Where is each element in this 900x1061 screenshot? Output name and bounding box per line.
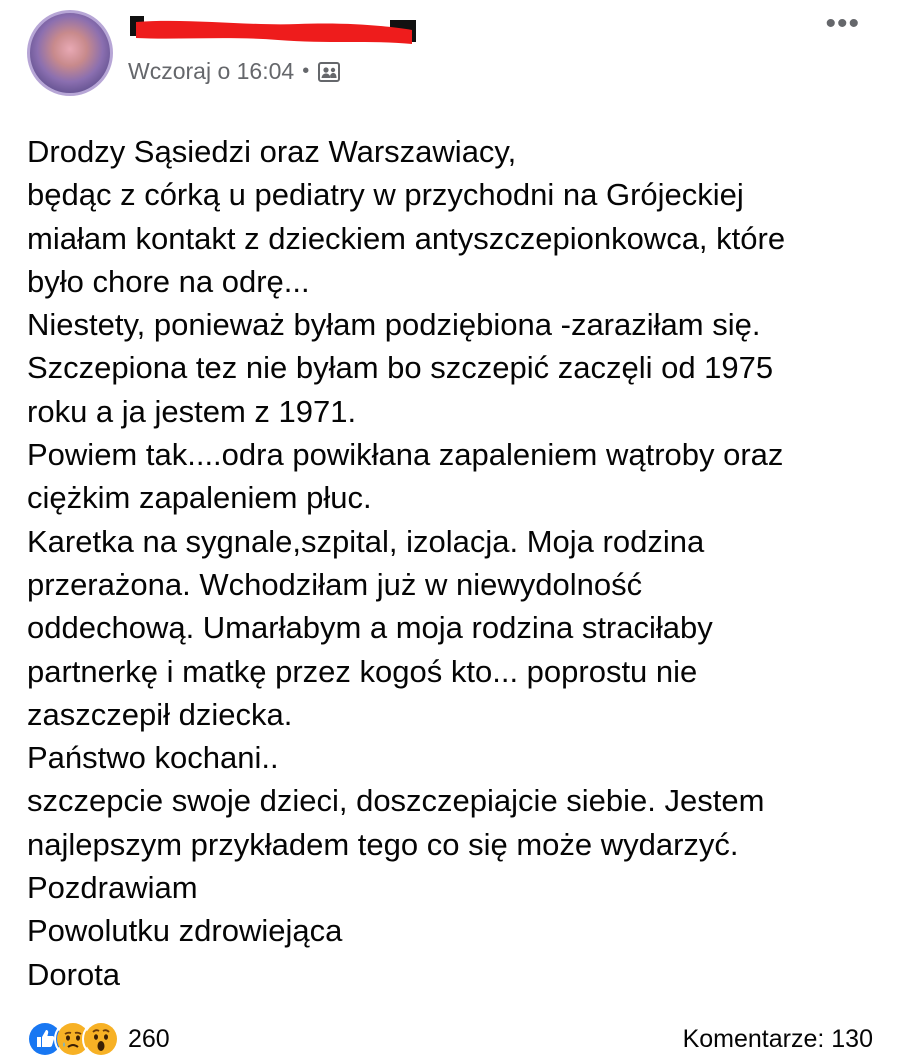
meta-separator: • <box>302 60 310 82</box>
post-body <box>27 130 877 996</box>
post-text-line: oddechową. Umarłabym a moja rodzina straciłaby <box>27 610 713 646</box>
post-footer <box>26 1020 873 1058</box>
post-text-line: Pozdrawiam <box>27 870 198 906</box>
post-text-line: szczepcie swoje dzieci, doszczepiajcie siebie. Jestem <box>27 783 765 819</box>
reaction-count[interactable]: 260 <box>128 1024 170 1053</box>
post-text-line: zaszczepił dziecka. <box>27 696 293 732</box>
post-text-line: Powolutku zdrowiejąca <box>27 913 343 949</box>
wow-icon <box>82 1020 120 1058</box>
post-meta <box>128 58 341 85</box>
more-options-icon[interactable]: ••• <box>825 7 860 40</box>
reactions-summary[interactable] <box>26 1020 170 1058</box>
post-text-line: Szczepiona tez nie byłam bo szczepić zaczęli od 1975 <box>27 350 774 386</box>
post-text-line: miałam kontakt z dzieckiem antyszczepionkowca, które <box>27 220 786 256</box>
author-name-redacted[interactable] <box>128 14 418 44</box>
post-text-line: partnerkę i matkę przez kogoś kto... poprostu nie <box>27 653 698 689</box>
post-text-line: było chore na odrę... <box>27 263 310 299</box>
avatar[interactable] <box>27 10 113 96</box>
group-photo-icon <box>317 60 341 84</box>
post-text-line: Dorota <box>27 956 121 992</box>
post-text-line: będąc z córką u pediatry w przychodni na Grójeckiej <box>27 177 744 213</box>
post-text-line: najlepszym przykładem tego co się może wydarzyć. <box>27 826 739 862</box>
comments-count[interactable]: Komentarze: 130 <box>682 1024 873 1053</box>
post-text-line: przerażona. Wchodziłam już w niewydolność <box>27 566 643 602</box>
post-text-line: Niestety, ponieważ byłam podziębiona -zaraziłam się. <box>27 307 761 343</box>
post-text-line: Drodzy Sąsiedzi oraz Warszawiacy, <box>27 134 517 169</box>
post-text-line: Państwo kochani.. <box>27 740 279 776</box>
timestamp[interactable]: Wczoraj o 16:04 <box>128 58 295 84</box>
post-text-line: Powiem tak....odra powikłana zapaleniem wątroby oraz <box>27 437 784 473</box>
post-text-line: roku a ja jestem z 1971. <box>27 393 357 429</box>
post-text-line: Karetka na sygnale,szpital, izolacja. Moja rodzina <box>27 523 705 559</box>
post-text-line: ciężkim zapaleniem płuc. <box>27 480 372 516</box>
